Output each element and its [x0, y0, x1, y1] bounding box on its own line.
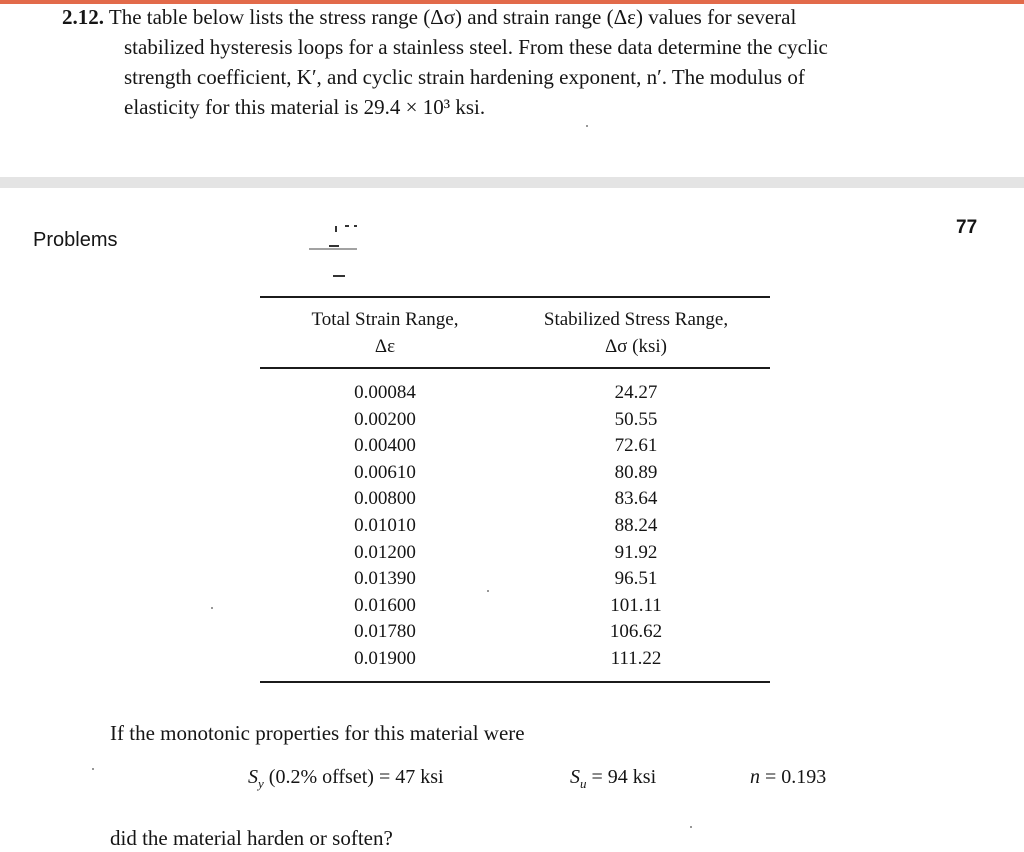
stress-cell: 24.27 — [614, 382, 658, 403]
page-divider — [0, 177, 1024, 188]
stress-cell: 111.22 — [610, 647, 662, 669]
table-row — [260, 568, 770, 595]
scan-speck — [586, 125, 588, 127]
strain-column-header: Total Strain Range, Δε — [311, 308, 459, 357]
hardening-exponent: n = 0.193 — [750, 766, 827, 788]
strain-cell: 0.00200 — [354, 408, 416, 430]
table-row — [260, 648, 770, 675]
table-body — [260, 369, 770, 681]
table-row — [260, 409, 770, 436]
strain-cell: 0.01390 — [354, 568, 416, 590]
stress-cell: 72.61 — [614, 435, 658, 457]
scan-speck — [690, 826, 692, 828]
strain-cell: 0.01900 — [354, 647, 416, 669]
stress-cell: 101.11 — [610, 594, 662, 616]
stress-cell: 88.24 — [614, 514, 658, 536]
stress-cell: 80.89 — [614, 461, 658, 483]
strain-cell: 0.00800 — [354, 488, 416, 510]
running-head: Problems — [33, 229, 118, 251]
problem-line-1: 2.12. The table below lists the stress range (Δσ) and strain range (Δε) values for several — [62, 5, 797, 29]
page-number: 77 — [956, 217, 978, 238]
table-row — [260, 435, 770, 462]
stress-column-header: Stabilized Stress Range, Δσ (ksi) — [543, 308, 729, 357]
strain-cell: 0.01600 — [354, 594, 416, 616]
table-row — [260, 621, 770, 648]
yield-strength: $S_y$ (0.2% offset) = 47 ksi — [248, 766, 444, 791]
table-header — [260, 298, 770, 367]
strain-cell: 0.00610 — [354, 461, 416, 483]
table-row — [260, 488, 770, 515]
table-row — [260, 462, 770, 489]
strain-cell: 0.01010 — [354, 514, 416, 536]
ultimate-strength: $S_u = 94$ ksi — [570, 766, 657, 791]
followup-question: did the material harden or soften? — [110, 826, 393, 850]
followup-intro: If the monotonic properties for this material were — [110, 721, 525, 745]
stress-cell: 83.64 — [614, 488, 658, 510]
problem-line-4: elasticity for this material is 29.4 × 10³ ksi. — [124, 95, 486, 119]
problem-line-2: stabilized hysteresis loops for a stainless steel. From these data determine the cyclic — [124, 35, 828, 59]
table-row — [260, 542, 770, 569]
problem-line-3: strength coefficient, K′, and cyclic strain hardening exponent, n′. The modulus of — [124, 65, 805, 89]
table-row — [260, 515, 770, 542]
problem-number: 2.12. — [62, 5, 104, 29]
table-row — [260, 382, 770, 409]
table-row — [260, 595, 770, 622]
strain-cell: 0.00400 — [354, 435, 416, 457]
strain-cell: 0.01200 — [354, 541, 416, 563]
data-table — [260, 296, 770, 683]
strain-cell: 0.01780 — [354, 621, 416, 643]
problem-statement — [62, 2, 1012, 122]
scan-speck — [487, 590, 489, 592]
table-bottom-rule — [260, 681, 770, 683]
stress-cell: 91.92 — [614, 541, 658, 563]
stress-cell: 106.62 — [609, 621, 663, 643]
strain-cell: 0.00084 — [354, 382, 416, 403]
stress-cell: 96.51 — [614, 568, 658, 590]
scan-artifact-marks — [305, 220, 375, 280]
scan-speck — [92, 768, 94, 770]
stress-cell: 50.55 — [614, 408, 658, 430]
scan-speck — [211, 607, 213, 609]
